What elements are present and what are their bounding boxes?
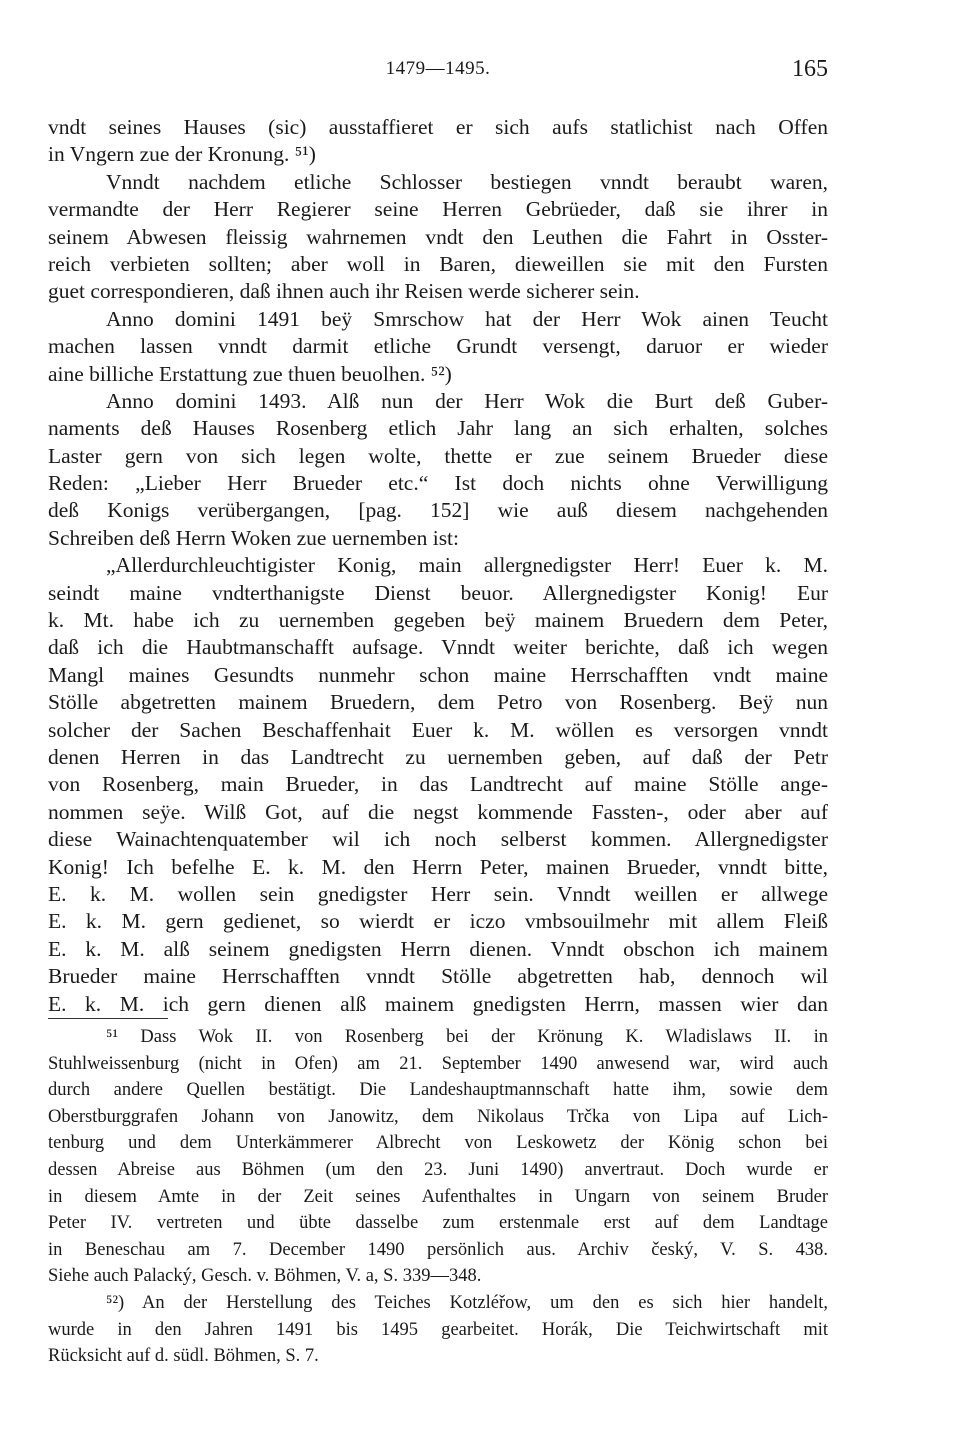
text-line: E. k. M. wollen sein gnedigster Herr sein. Vnndt weillen er allwege: [48, 881, 828, 906]
text-line: in Vngern zue der Kronung. ⁵¹): [48, 142, 316, 167]
text-line: daß ich die Haubtmanschafft aufsage. Vnndt weiter berichte, daß ich wegen: [48, 635, 828, 660]
text-line: diese Wainachtenquatember wil ich noch selberst kommen. Allergnedigster: [48, 827, 828, 852]
text-line: Reden: „Lieber Herr Brueder etc.“ Ist doch nichts ohne Verwilligung: [48, 471, 828, 496]
text-line: seinem Abwesen fleissig wahrnemen vndt den Leuthen die Fahrt in Osster-: [48, 224, 828, 249]
text-line: deß Konigs verübergangen, [pag. 152] wie auß diesem nachgehenden: [48, 498, 828, 523]
text-line: Laster gern von sich legen wolte, thette er zue seinem Brueder diese: [48, 443, 828, 468]
text-line: guet correspondieren, daß ihnen auch ihr Reisen werde sicherer sein.: [48, 279, 640, 304]
footnote-line: in Beneschau am 7. December 1490 persönlich aus. Archiv český, V. S. 438.: [48, 1239, 828, 1260]
text-line: Konig! Ich befelhe E. k. M. den Herrn Peter, mainen Brueder, vnndt bitte,: [48, 854, 828, 879]
footnote-line: Stuhlweissenburg (nicht in Ofen) am 21. September 1490 anwesend war, wird auch: [48, 1053, 828, 1074]
text-line: „Allerdurchleuchtigister Konig, main allergnedigster Herr! Euer k. M.: [106, 553, 828, 578]
text-line: Mangl maines Gesundts nunmehr schon maine Herrschafften vndt maine: [48, 662, 828, 687]
main-text: [48, 114, 828, 1018]
text-line: E. k. M. gern gedienet, so wierdt er iczo vmbsouilmehr mit allem Fleiß: [48, 909, 828, 934]
footnote-line: Siehe auch Palacký, Gesch. v. Böhmen, V. a, S. 339—348.: [48, 1266, 482, 1287]
footnote-line: durch andere Quellen bestätigt. Die Landeshauptmannschaft hatte ihm, sowie dem: [48, 1080, 828, 1101]
text-line: vermandte der Herr Regierer seine Herren Gebrüeder, daß sie ihrer in: [48, 197, 828, 222]
text-line: k. Mt. habe ich zu uernemben gegeben beÿ mainem Bruedern dem Peter,: [48, 608, 828, 633]
footnote-line: ⁵²) An der Herstellung des Teiches Kotzléřow, um den es sich hier handelt,: [106, 1292, 828, 1313]
page-number: 165: [792, 56, 828, 82]
footnote-line: dessen Abreise aus Böhmen (um den 23. Juni 1490) anvertraut. Doch wurde er: [48, 1159, 828, 1180]
footnote-line: Rücksicht auf d. südl. Böhmen, S. 7.: [48, 1346, 319, 1367]
text-line: Brueder maine Herrschafften vnndt Stölle abgetretten hab, dennoch wil: [48, 964, 828, 989]
text-line: reich verbieten sollten; aber woll in Baren, dieweillen sie mit den Fursten: [48, 251, 828, 276]
page-header: [48, 56, 828, 86]
footnote-line: wurde in den Jahren 1491 bis 1495 gearbeitet. Horák, Die Teichwirtschaft mit: [48, 1319, 828, 1340]
running-head: 1479—1495.: [385, 58, 491, 79]
text-line: machen lassen vnndt darmit etliche Grundt versengt, daruor er wieder: [48, 334, 828, 359]
text-line: seindt maine vndterthanigste Dienst beuor. Allergnedigster Konig! Eur: [48, 580, 828, 605]
text-line: Stölle abgetretten mainem Bruedern, dem Petro von Rosenberg. Beÿ nun: [48, 690, 828, 715]
text-line: vndt seines Hauses (sic) ausstaffieret er sich aufs statlichist nach Offen: [48, 115, 828, 139]
text-line: E. k. M. ich gern dienen alß mainem gnedigsten Herrn, massen wier dan: [48, 991, 828, 1016]
footnote-line: ⁵¹ Dass Wok II. von Rosenberg bei der Krönung K. Wladislaws II. in: [106, 1027, 828, 1047]
footnote-line: tenburg und dem Unterkämmerer Albrecht von Leskowetz der König schon bei: [48, 1133, 828, 1154]
footnote-line: Peter IV. vertreten und übte dasselbe zum erstenmale erst auf dem Landtage: [48, 1213, 828, 1234]
text-line: nommen seÿe. Wilß Got, auf die negst kommende Fassten-, oder aber auf: [48, 799, 828, 824]
text-line: solcher der Sachen Beschaffenhait Euer k. M. wöllen es versorgen vnndt: [48, 717, 828, 742]
footnote-line: in diesem Amte in der Zeit seines Aufenthaltes in Ungarn von seinem Bruder: [48, 1186, 828, 1207]
text-line: Anno domini 1491 beÿ Smrschow hat der Herr Wok ainen Teucht: [106, 306, 828, 331]
footnote-divider: [48, 1018, 168, 1019]
text-line: denen Herren in das Landtrecht zu uernemben geben, auf daß der Petr: [48, 744, 828, 769]
text-line: aine billiche Erstattung zue thuen beuolhen. ⁵²): [48, 361, 452, 386]
footnotes: [48, 1024, 828, 1370]
text-line: Anno domini 1493. Alß nun der Herr Wok die Burt deß Guber-: [106, 388, 828, 413]
text-line: E. k. M. alß seinem gnedigsten Herrn dienen. Vnndt obschon ich mainem: [48, 936, 828, 961]
text-line: Vnndt nachdem etliche Schlosser bestiegen vnndt beraubt waren,: [106, 169, 828, 194]
footnote-line: Oberstburggrafen Johann von Janowitz, dem Nikolaus Trčka von Lipa auf Lich-: [48, 1106, 828, 1127]
text-line: von Rosenberg, main Brueder, in das Landtrecht auf maine Stölle ange-: [48, 772, 828, 797]
text-line: naments deß Hauses Rosenberg etlich Jahr lang an sich erhalten, solches: [48, 416, 828, 441]
text-line: Schreiben deß Herrn Woken zue uernemben ist:: [48, 525, 460, 550]
